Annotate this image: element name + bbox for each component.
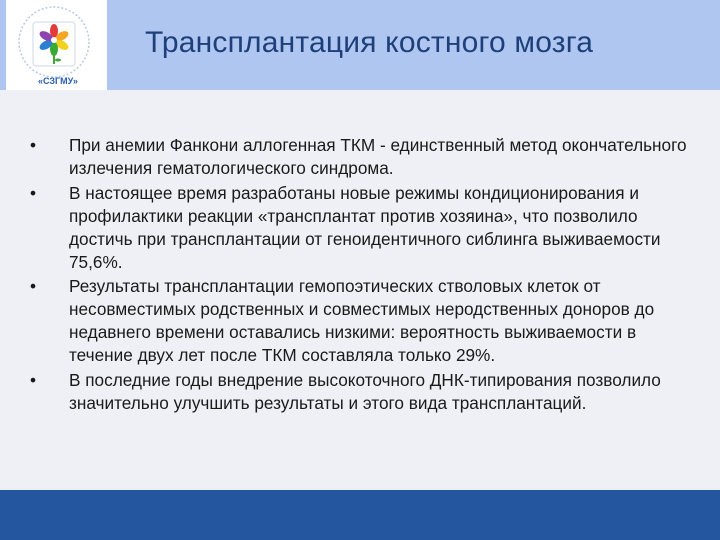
logo-caption: «СЗГМУ»: [38, 76, 78, 86]
bullet-dot-icon: •: [30, 276, 37, 297]
bullet-text: При анемии Фанкони аллогенная ТКМ - единственный метод окончательного излечения гематологического синдрома.: [69, 135, 687, 178]
bullet-item: [30, 275, 700, 367]
footer-bar: [0, 490, 720, 540]
bullet-text: В последние годы внедрение высокоточного ДНК-типирования позволило значительно улучшить результаты и этого вида трансплантаций.: [69, 370, 661, 413]
bullet-text: В настоящее время разработаны новые режимы кондиционирования и профилактики реакции «трансплантат против хозяина», что позволило достичь при трансплантации от геноидентичного сиблинга выживаемости 75,6%.: [69, 182, 661, 272]
slide-title: Трансплантация костного мозга: [145, 26, 594, 59]
logo-area: [0, 0, 107, 90]
title-bar: [107, 0, 720, 90]
bullet-dot-icon: •: [30, 370, 37, 391]
bullet-item: [30, 134, 700, 180]
bullet-dot-icon: •: [30, 135, 37, 155]
bullet-dot-icon: •: [30, 182, 37, 203]
bullet-text: Результаты трансплантации гемопоэтических стволовых клеток от несовместимых родственных и совместимых неродственных доноров до недавнего времени оставались низкими: вероятность выживаемости в течение двух лет после ТКМ составляла только 29%.: [69, 276, 655, 366]
left-accent-strip: [0, 0, 6, 90]
content-area: [0, 90, 720, 490]
bullet-item: [30, 182, 700, 274]
bullet-item: [30, 369, 700, 415]
bullet-list: [30, 134, 700, 417]
flower-logo-icon: [8, 4, 100, 84]
